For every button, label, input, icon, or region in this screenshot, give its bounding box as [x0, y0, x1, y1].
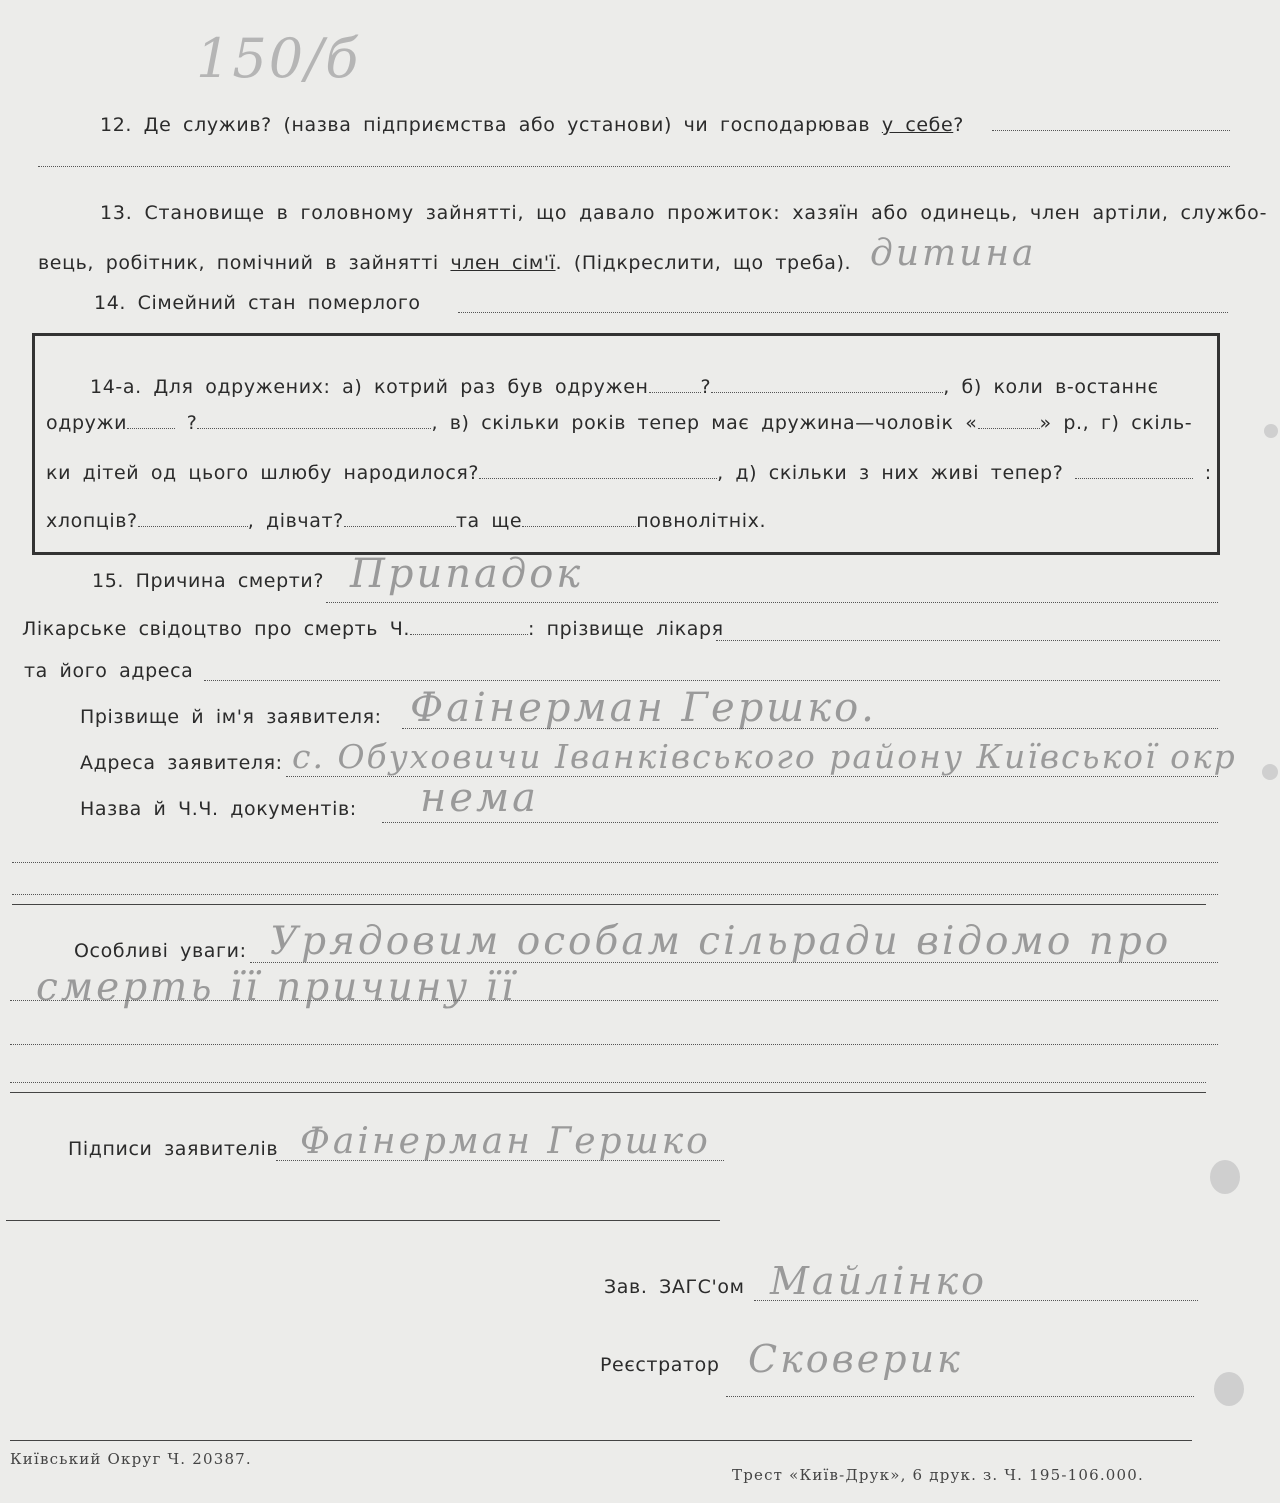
applicants-signature-rule — [6, 1220, 720, 1221]
footer-right: Трест «Київ-Друк», 6 друк. з. Ч. 195-106.000. — [732, 1466, 1144, 1484]
medical-certificate-label: Лікарське свідоцтво про смерть Ч. : прізвище лікаря — [22, 618, 724, 640]
applicants-signature-label: Підписи заявителів — [68, 1138, 279, 1160]
applicant-name-label: Прізвище й ім'я заявителя: — [80, 706, 382, 728]
q15-answer-line — [326, 602, 1218, 603]
notes-line1: Урядовим особам сільради відомо про — [270, 919, 1172, 964]
applicant-address-value: с. Обуховичи Іванківського району Київської окр — [292, 737, 1237, 776]
zags-head-signature: Майлінко — [770, 1259, 987, 1303]
zags-head-line — [754, 1300, 1198, 1301]
applicants-signature: Фаінерман Гершко — [300, 1121, 711, 1162]
applicant-name-value: Фаінерман Гершко. — [410, 685, 877, 731]
q12-answer-line-2 — [38, 166, 1230, 167]
zags-head-label: Зав. ЗАГС'ом — [604, 1276, 745, 1298]
q13-answer: дитина — [870, 233, 1037, 274]
notes-line-rule-2 — [10, 1000, 1218, 1001]
notes-line-rule-4 — [10, 1082, 1206, 1083]
notes-line-rule — [250, 962, 1218, 963]
q14-answer-line — [458, 312, 1228, 313]
documents-label: Назва й Ч.Ч. документів: — [80, 798, 357, 820]
applicant-name-line — [402, 728, 1218, 729]
footer-rule — [10, 1440, 1192, 1441]
notes-line2: смерть її причину її — [36, 965, 517, 1010]
corner-mark: 150/б — [196, 27, 361, 90]
q14a-line4: хлопців? , дівчат? та ще повнолітніх. — [46, 510, 767, 532]
q12-answer-line — [992, 130, 1230, 131]
applicants-signature-line — [276, 1160, 724, 1161]
documents-line-3 — [12, 894, 1218, 895]
punch-hole — [1214, 1372, 1244, 1406]
notes-label: Особливі уваги: — [74, 940, 247, 962]
documents-value: нема — [420, 775, 540, 821]
notes-divider — [10, 1092, 1206, 1093]
applicant-address-label: Адреса заявителя: — [80, 752, 283, 774]
punch-hole — [1262, 764, 1278, 780]
q14a-line3: ки дітей од цього шлюбу народилося? , д) скільки з них живі тепер? : — [46, 462, 1212, 484]
documents-line — [382, 822, 1218, 823]
q15-answer: Припадок — [350, 551, 584, 597]
punch-hole — [1264, 424, 1278, 438]
notes-line-rule-3 — [10, 1044, 1218, 1045]
doctor-address-line — [204, 680, 1220, 681]
q12-label: 12. Де служив? (назва підприємства або установи) чи господарював у себе? — [100, 114, 964, 136]
q14a-line1: 14-а. Для одружених: а) котрий раз був одружен ? , б) коли в-останнє — [90, 376, 1159, 398]
q13-line1: 13. Становище в головному зайнятті, що давало прожиток: хазяїн або одинець, член артіли, службо- — [100, 202, 1268, 224]
doctor-name-line — [716, 640, 1220, 641]
punch-hole — [1210, 1160, 1240, 1194]
registrar-signature: Сковерик — [748, 1337, 963, 1381]
registrar-label: Реєстратор — [600, 1354, 720, 1376]
documents-line-2 — [12, 862, 1218, 863]
doctor-address-label: та його адреса — [24, 660, 194, 682]
q14-label: 14. Сімейний стан померлого — [94, 292, 421, 314]
registrar-line — [726, 1396, 1194, 1397]
q14a-line2: одружи ? , в) скільки років тепер має дружина—чоловік « » р., г) скіль- — [46, 412, 1193, 434]
q13-line2: вець, робітник, помічний в зайнятті член сім'ї. (Підкреслити, що треба). — [38, 252, 852, 274]
q15-label: 15. Причина смерти? — [92, 570, 325, 592]
footer-left: Київський Округ Ч. 20387. — [10, 1450, 252, 1468]
section-divider — [12, 904, 1206, 905]
